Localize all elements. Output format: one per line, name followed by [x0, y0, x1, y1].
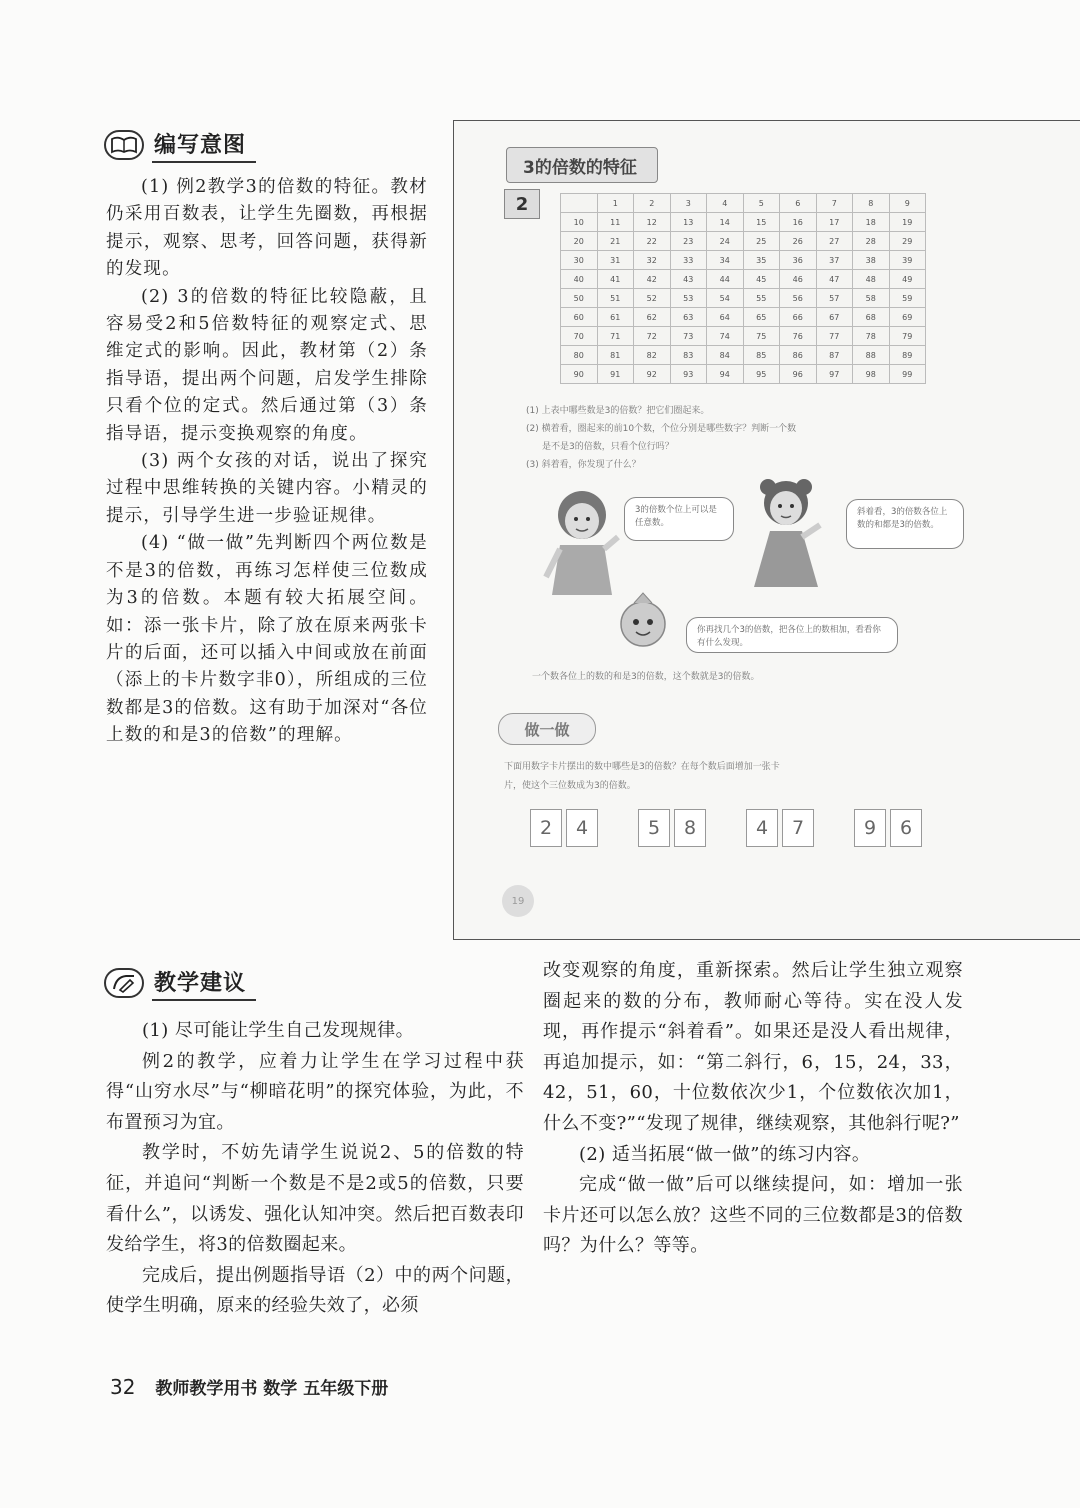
- hundred-chart-cell: 28: [853, 232, 890, 251]
- suggestion-paragraph: 例2的教学，应着力让学生在学习过程中获得“山穷水尽”与“柳暗花明”的探究体验，为此，不布置预习为宜。: [106, 1050, 524, 1133]
- hundred-chart-cell: 69: [889, 308, 926, 327]
- hundred-chart-cell: 75: [743, 327, 780, 346]
- number-card: 5: [638, 809, 670, 847]
- hundred-chart-cell: 33: [670, 251, 707, 270]
- hundred-chart-cell: 87: [816, 346, 853, 365]
- pencil-hand-icon: [104, 968, 144, 998]
- hundred-chart-row: [561, 327, 926, 346]
- intent-paragraph-2: (2) 3的倍数的特征比较隐蔽，且容易受2和5倍数特征的观察定式、思维定式的影响。因此，教材第（2）条指导语，提出两个问题，启发学生排除只看个位的定式。然后通过第（3）条指导语，提示变换观察的角度。: [106, 286, 428, 444]
- section-header-teaching-suggestions: [104, 966, 256, 1000]
- hundred-chart-cell: 47: [816, 270, 853, 289]
- hundred-chart-cell: 34: [707, 251, 744, 270]
- hundred-chart-cell: 51: [597, 289, 634, 308]
- hundred-chart-cell: 85: [743, 346, 780, 365]
- hundred-chart-cell: 39: [889, 251, 926, 270]
- hundred-chart-cell: 22: [634, 232, 671, 251]
- hundred-chart-row: [561, 194, 926, 213]
- card-pair-4: [854, 809, 922, 847]
- hundred-chart-row: [561, 251, 926, 270]
- suggestion-paragraph: (2) 适当拓展“做一做”的练习内容。: [579, 1143, 871, 1165]
- hundred-chart-cell: 43: [670, 270, 707, 289]
- hundred-chart-cell: 84: [707, 346, 744, 365]
- hundred-chart-cell: 76: [780, 327, 817, 346]
- page-number: 32: [110, 1375, 136, 1399]
- hundred-chart-cell: 6: [780, 194, 817, 213]
- hundred-chart-cell: 48: [853, 270, 890, 289]
- hundred-chart-cell: 35: [743, 251, 780, 270]
- try-it-label: 做一做: [498, 713, 596, 745]
- hundred-chart-cell: 12: [634, 213, 671, 232]
- hundred-chart-cell: 25: [743, 232, 780, 251]
- hundred-chart-cell: 10: [561, 213, 598, 232]
- hundred-chart-row: [561, 365, 926, 384]
- hundred-chart-cell: 98: [853, 365, 890, 384]
- hundred-chart-row: [561, 308, 926, 327]
- page-footer: [110, 1374, 388, 1399]
- section-title: 教学建议: [152, 966, 256, 1001]
- exercise-line-1: 下面用数字卡片摆出的数中哪些是3的倍数？在每个数后面增加一张卡: [504, 762, 780, 772]
- number-cards: [530, 809, 922, 847]
- hundred-chart-row: [561, 289, 926, 308]
- hundred-chart-cell: 14: [707, 213, 744, 232]
- rule-statement: 一个数各位上的数的和是3的倍数，这个数就是3的倍数。: [532, 672, 760, 682]
- hundred-chart-cell: 46: [780, 270, 817, 289]
- hundred-chart-cell: 38: [853, 251, 890, 270]
- hundred-chart-cell: 23: [670, 232, 707, 251]
- hundred-chart-cell: 3: [670, 194, 707, 213]
- sprite-illustration: [612, 591, 674, 653]
- suggestion-paragraph: (1) 尽可能让学生自己发现规律。: [142, 1020, 415, 1041]
- suggestion-paragraph: 完成后，提出例题指导语（2）中的两个问题，使学生明确，原来的经验失效了，必须: [106, 1264, 524, 1317]
- hundred-chart-cell: 54: [707, 289, 744, 308]
- speech-bubble-girl-one: 3的倍数个位上可以是任意数。: [624, 497, 734, 541]
- exercise-instructions: [504, 759, 1044, 791]
- hundred-chart-cell: 67: [816, 308, 853, 327]
- speech-bubble-sprite: 你再找几个3的倍数，把各位上的数相加，看看你有什么发现。: [686, 617, 898, 653]
- hundred-chart-cell: 58: [853, 289, 890, 308]
- hundred-chart-cell: 49: [889, 270, 926, 289]
- hundred-chart-cell: 70: [561, 327, 598, 346]
- question-2-cont: 是不是3的倍数，只看个位行吗？: [542, 442, 674, 452]
- book-title: 教师教学用书 数学 五年级下册: [155, 1379, 389, 1399]
- hundred-chart-cell: 78: [853, 327, 890, 346]
- hundred-chart-cell: 94: [707, 365, 744, 384]
- hundred-chart-cell: 41: [597, 270, 634, 289]
- hundred-chart-cell: 17: [816, 213, 853, 232]
- hundred-chart-cell: 72: [634, 327, 671, 346]
- hundred-chart-cell: 68: [853, 308, 890, 327]
- hundred-chart-cell: 77: [816, 327, 853, 346]
- hundred-chart-cell: 64: [707, 308, 744, 327]
- hundred-chart: [560, 193, 926, 384]
- textbook-page-excerpt: [453, 120, 1080, 940]
- number-card: 9: [854, 809, 886, 847]
- hundred-chart-cell: 66: [780, 308, 817, 327]
- number-card: 2: [530, 809, 562, 847]
- hundred-chart-cell: 52: [634, 289, 671, 308]
- number-card: 7: [782, 809, 814, 847]
- hundred-chart-cell: 19: [889, 213, 926, 232]
- writing-intent-body: [106, 174, 428, 750]
- hundred-chart-cell: 53: [670, 289, 707, 308]
- girl-one-illustration: [542, 487, 622, 602]
- card-pair-1: [530, 809, 598, 847]
- suggestion-paragraph: 完成“做一做”后可以继续提问，如：增加一张卡片还可以怎么放？这些不同的三位数都是3的倍数吗？为什么？等等。: [543, 1174, 963, 1257]
- hundred-chart-cell: 60: [561, 308, 598, 327]
- hundred-chart-cell: 82: [634, 346, 671, 365]
- textbook-questions: [526, 403, 1016, 470]
- hundred-chart-cell: 50: [561, 289, 598, 308]
- hundred-chart-cell: 31: [597, 251, 634, 270]
- hundred-chart-cell: 99: [889, 365, 926, 384]
- card-pair-2: [638, 809, 706, 847]
- hundred-chart-cell: 63: [670, 308, 707, 327]
- hundred-chart-cell: 32: [634, 251, 671, 270]
- hundred-chart-cell: 27: [816, 232, 853, 251]
- hundred-chart-cell: 65: [743, 308, 780, 327]
- hundred-chart-cell: 11: [597, 213, 634, 232]
- suggestion-paragraph: 改变观察的角度，重新探索。然后让学生独立观察圈起来的数的分布，教师耐心等待。实在没人发现，再作提示“斜着看”。如果还是没人看出规律，再追加提示，如：“第二斜行，6，15，24，33，42，51，60，十位数依次少1，个位数依次加1，什么不变?”“发现了规律，继续观察，其他斜行呢?”: [543, 960, 963, 1134]
- hundred-chart-row: [561, 346, 926, 365]
- hundred-chart-cell: 59: [889, 289, 926, 308]
- hundred-chart-cell: 96: [780, 365, 817, 384]
- hundred-chart-cell: 26: [780, 232, 817, 251]
- hundred-chart-cell: 88: [853, 346, 890, 365]
- example-number: 2: [504, 189, 540, 219]
- hundred-chart-cell: 90: [561, 365, 598, 384]
- hundred-chart-cell: 93: [670, 365, 707, 384]
- hundred-chart-cell: 71: [597, 327, 634, 346]
- hundred-chart-cell: 21: [597, 232, 634, 251]
- intent-paragraph-1: (1) 例2教学3的倍数的特征。教材仍采用百数表，让学生先圈数，再根据提示，观察、思考，回答问题，获得新的发现。: [106, 177, 428, 280]
- question-1: (1) 上表中哪些数是3的倍数？把它们圈起来。: [526, 406, 710, 416]
- hundred-chart-cell: 42: [634, 270, 671, 289]
- hundred-chart-cell: [561, 194, 598, 213]
- hundred-chart-cell: 37: [816, 251, 853, 270]
- hundred-chart-cell: 97: [816, 365, 853, 384]
- hundred-chart-row: [561, 270, 926, 289]
- suggestion-paragraph: 教学时，不妨先请学生说说2、5的倍数的特征，并追问“判断一个数是不是2或5的倍数，只要看什么”，以诱发、强化认知冲突。然后把百数表印发给学生，将3的倍数圈起来。: [106, 1142, 524, 1256]
- hundred-chart-cell: 80: [561, 346, 598, 365]
- hundred-chart-cell: 57: [816, 289, 853, 308]
- hundred-chart-cell: 86: [780, 346, 817, 365]
- hundred-chart-cell: 8: [853, 194, 890, 213]
- suggestions-right-column: [543, 956, 963, 1262]
- hundred-chart-cell: 61: [597, 308, 634, 327]
- intent-paragraph-4: (4) “做一做”先判断四个两位数是不是3的倍数，再练习怎样使三位数成为3的倍数。本题有较大拓展空间。如：添一张卡片，除了放在原来两张卡片的后面，还可以插入中间或放在前面（添上的卡片数字非0），所组成的三位数都是3的倍数。这有助于加深对“各位上数的和是3的倍数”的理解。: [106, 533, 428, 746]
- intent-paragraph-3: (3) 两个女孩的对话，说出了探究过程中思维转换的关键内容。小精灵的提示，引导学生进一步验证规律。: [106, 451, 428, 526]
- card-pair-3: [746, 809, 814, 847]
- question-3: (3) 斜着看，你发现了什么？: [526, 460, 641, 470]
- hundred-chart-cell: 30: [561, 251, 598, 270]
- hundred-chart-cell: 9: [889, 194, 926, 213]
- hundred-chart-cell: 45: [743, 270, 780, 289]
- number-card: 8: [674, 809, 706, 847]
- book-icon: [104, 130, 144, 160]
- hundred-chart-cell: 79: [889, 327, 926, 346]
- hundred-chart-cell: 62: [634, 308, 671, 327]
- hundred-chart-cell: 24: [707, 232, 744, 251]
- hundred-chart-cell: 29: [889, 232, 926, 251]
- hundred-chart-cell: 91: [597, 365, 634, 384]
- hundred-chart-cell: 20: [561, 232, 598, 251]
- suggestions-left-column: [106, 1016, 524, 1322]
- hundred-chart-cell: 1: [597, 194, 634, 213]
- hundred-chart-cell: 81: [597, 346, 634, 365]
- hundred-chart-row: [561, 213, 926, 232]
- hundred-chart-cell: 16: [780, 213, 817, 232]
- textbook-page-number: 19: [502, 885, 534, 917]
- hundred-chart-cell: 83: [670, 346, 707, 365]
- hundred-chart-cell: 15: [743, 213, 780, 232]
- number-card: 4: [566, 809, 598, 847]
- hundred-chart-cell: 4: [707, 194, 744, 213]
- section-title: 编写意图: [152, 128, 256, 163]
- hundred-chart-cell: 89: [889, 346, 926, 365]
- hundred-chart-cell: 73: [670, 327, 707, 346]
- hundred-chart-cell: 95: [743, 365, 780, 384]
- hundred-chart-cell: 36: [780, 251, 817, 270]
- speech-bubble-girl-two: 斜着看，3的倍数各位上数的和都是3的倍数。: [846, 499, 964, 549]
- hundred-chart-cell: 18: [853, 213, 890, 232]
- hundred-chart-cell: 40: [561, 270, 598, 289]
- hundred-chart-cell: 2: [634, 194, 671, 213]
- hundred-chart-cell: 74: [707, 327, 744, 346]
- hundred-chart-cell: 13: [670, 213, 707, 232]
- hundred-chart-cell: 44: [707, 270, 744, 289]
- hundred-chart-cell: 56: [780, 289, 817, 308]
- hundred-chart-row: [561, 232, 926, 251]
- exercise-line-2: 片，使这个三位数成为3的倍数。: [504, 781, 636, 791]
- hundred-chart-cell: 5: [743, 194, 780, 213]
- number-card: 4: [746, 809, 778, 847]
- hundred-chart-cell: 55: [743, 289, 780, 308]
- hundred-chart-cell: 7: [816, 194, 853, 213]
- textbook-title: 3的倍数的特征: [506, 147, 658, 183]
- question-2: (2) 横着看，圈起来的前10个数，个位分别是哪些数字？判断一个数: [526, 424, 797, 434]
- hundred-chart-cell: 92: [634, 365, 671, 384]
- number-card: 6: [890, 809, 922, 847]
- section-header-writing-intent: [104, 128, 256, 162]
- girl-two-illustration: [746, 475, 826, 595]
